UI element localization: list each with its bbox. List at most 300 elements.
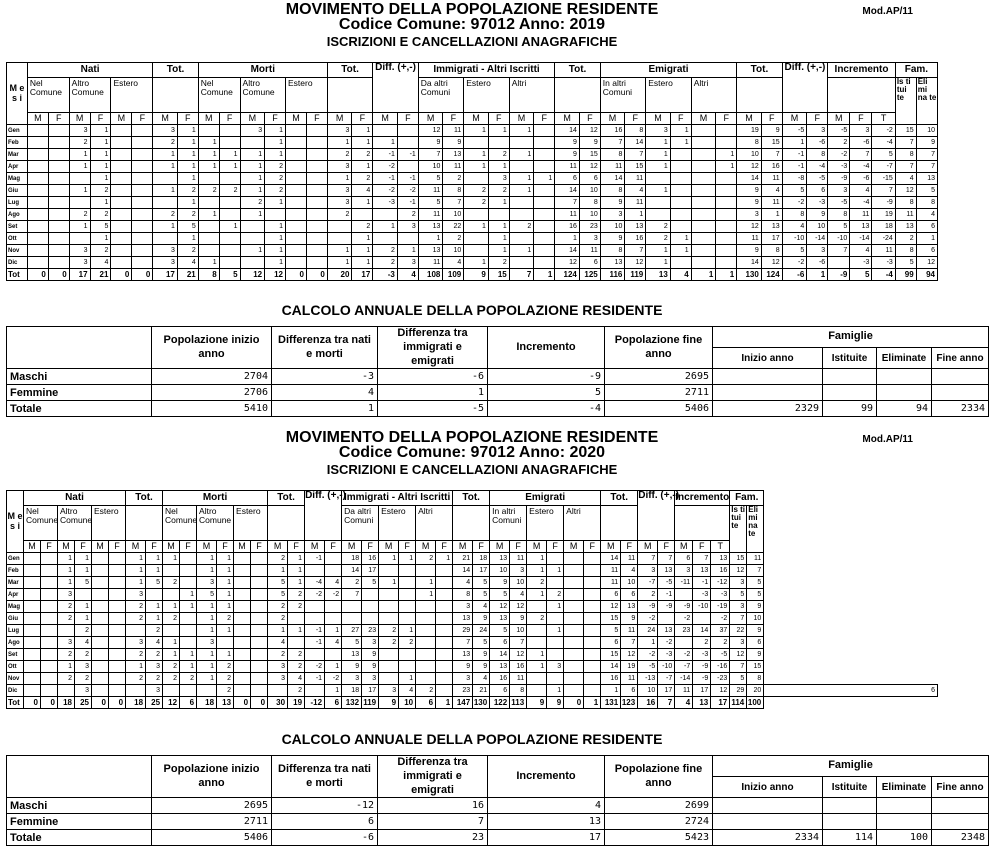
header-emigrati: Emigrati <box>600 63 736 78</box>
mf-label: F <box>180 541 197 553</box>
table-cell <box>146 589 163 601</box>
table-cell <box>24 589 41 601</box>
table-cell: 4 <box>670 269 691 281</box>
table-cell <box>92 589 109 601</box>
table-cell: 1 <box>352 197 373 209</box>
table-cell: 0 <box>564 697 584 709</box>
table-cell: 1 <box>240 149 265 161</box>
table-cell <box>180 625 197 637</box>
table-cell: 1 <box>625 209 646 221</box>
table-cell <box>109 649 126 661</box>
table-cell: 9 <box>747 625 764 637</box>
table-cell: 2 <box>288 685 305 697</box>
month-label: Mag <box>7 173 28 185</box>
table-cell: 10 <box>399 697 416 709</box>
table-cell: 1 <box>527 565 547 577</box>
table-cell <box>219 257 240 269</box>
table-cell <box>132 173 153 185</box>
calc-header-famiglie: Famiglie <box>713 327 989 348</box>
table-cell: 6 <box>916 221 937 233</box>
table-cell <box>362 601 379 613</box>
table-cell: -13 <box>638 673 658 685</box>
mf-label: M <box>601 541 621 553</box>
calc-row-label: Femmine <box>7 814 152 830</box>
table-cell: 17 <box>761 233 782 245</box>
table-cell: 1 <box>180 601 197 613</box>
subheader-in-altri: In altri Comuni <box>490 506 527 541</box>
table-cell <box>24 637 41 649</box>
table-cell: 1 <box>69 221 90 233</box>
table-cell <box>305 613 325 625</box>
table-cell: 4 <box>675 697 693 709</box>
table-cell <box>534 233 555 245</box>
table-cell: 5 <box>418 173 443 185</box>
table-cell <box>691 245 716 257</box>
table-cell: 14 <box>601 661 621 673</box>
subheader-estero: Estero <box>92 506 126 541</box>
table-cell <box>416 637 436 649</box>
table-cell: 6 <box>490 685 510 697</box>
table-cell: 1 <box>527 661 547 673</box>
table-cell <box>48 245 69 257</box>
table-cell: 15 <box>579 149 600 161</box>
table-cell <box>109 661 126 673</box>
table-cell: 0 <box>92 697 109 709</box>
mf-label: F <box>693 541 711 553</box>
table-cell <box>27 137 48 149</box>
table-cell <box>327 221 352 233</box>
table-cell <box>564 613 584 625</box>
month-label: Mar <box>7 577 24 589</box>
table-cell: 3 <box>342 673 362 685</box>
table-cell: 1 <box>180 649 197 661</box>
table-cell: -3 <box>850 257 872 269</box>
table-cell: 2 <box>58 673 75 685</box>
table-cell <box>436 625 453 637</box>
table-cell <box>163 589 180 601</box>
table-cell <box>234 649 251 661</box>
calc-value: 2724 <box>605 814 713 830</box>
calc-value: 2706 <box>152 385 272 401</box>
table-cell: -2 <box>675 649 693 661</box>
table-row <box>7 233 938 245</box>
table-cell <box>251 577 268 589</box>
table-cell: 1 <box>265 233 286 245</box>
subheader-estero-e: Estero <box>646 78 691 113</box>
table-cell <box>132 161 153 173</box>
table-cell: 23 <box>362 625 379 637</box>
calc-value: 13 <box>488 814 605 830</box>
table-cell: 132 <box>342 697 362 709</box>
table-cell <box>24 685 41 697</box>
table-cell: -2 <box>828 149 850 161</box>
table-cell: 1 <box>219 161 240 173</box>
table-cell: 130 <box>737 269 762 281</box>
table-cell: 1 <box>325 685 342 697</box>
table-cell: -19 <box>711 601 730 613</box>
table-cell <box>48 209 69 221</box>
table-cell <box>691 221 716 233</box>
table-cell: 4 <box>473 601 490 613</box>
table-cell <box>132 137 153 149</box>
table-cell: 21 <box>177 269 198 281</box>
table-cell: 5 <box>490 589 510 601</box>
header-tot-morti: Tot. <box>268 491 305 506</box>
table-cell: 2 <box>373 257 398 269</box>
table-cell: 14 <box>453 565 473 577</box>
table-cell: 4 <box>850 245 872 257</box>
month-label: Lug <box>7 197 28 209</box>
header-tot-morti: Tot. <box>327 63 372 78</box>
table-cell: 2 <box>217 613 234 625</box>
table-cell: 3 <box>488 173 509 185</box>
table-cell: 9 <box>807 209 828 221</box>
mf-label: M <box>737 113 762 125</box>
table-cell: 9 <box>510 613 527 625</box>
table-cell <box>286 137 307 149</box>
table-cell: 0 <box>111 269 132 281</box>
calc-row-maschi <box>7 369 989 385</box>
mf-label: F <box>534 113 555 125</box>
table-cell: 1 <box>265 137 286 149</box>
table-cell <box>286 209 307 221</box>
table-cell: 1 <box>638 637 658 649</box>
table-cell: 2 <box>488 257 509 269</box>
table-cell: -6 <box>782 269 807 281</box>
table-cell: -5 <box>658 577 675 589</box>
table-cell: 1 <box>670 137 691 149</box>
subheader-da-altri: Da altri Comuni <box>418 78 463 113</box>
calc-header-fam-fine: Fine anno <box>932 777 989 798</box>
table-cell <box>509 197 534 209</box>
table-cell: 1 <box>379 553 399 565</box>
table-cell: 3 <box>807 125 828 137</box>
calc-empty <box>877 798 932 814</box>
table-cell: 10 <box>490 565 510 577</box>
table-cell: 11 <box>555 209 580 221</box>
table-cell <box>305 565 325 577</box>
table-cell <box>670 161 691 173</box>
table-cell: 1 <box>219 221 240 233</box>
table-cell: 1 <box>547 625 564 637</box>
table-cell: 5 <box>177 221 198 233</box>
month-label: Set <box>7 221 28 233</box>
table-cell: 11 <box>621 673 638 685</box>
table-cell: 1 <box>177 137 198 149</box>
mf-label: F <box>510 541 527 553</box>
table-cell: 122 <box>490 697 510 709</box>
mf-label: M <box>163 541 180 553</box>
table-cell: 1 <box>288 577 305 589</box>
table-cell: 17 <box>693 685 711 697</box>
table-cell <box>41 589 58 601</box>
mf-label: M <box>600 113 625 125</box>
table-cell <box>109 601 126 613</box>
table-cell: -2 <box>872 125 895 137</box>
table-cell: 1 <box>198 137 219 149</box>
table-cell <box>265 209 286 221</box>
table-cell: 1 <box>197 601 217 613</box>
table-cell: 8 <box>453 589 473 601</box>
table-cell: 2 <box>488 149 509 161</box>
table-cell: 1 <box>197 649 217 661</box>
table-cell: 1 <box>90 173 111 185</box>
table-cell <box>27 185 48 197</box>
table-cell <box>109 673 126 685</box>
table-cell <box>306 209 327 221</box>
table-cell: 1 <box>146 553 163 565</box>
table-cell <box>373 125 398 137</box>
table-cell: 17 <box>69 269 90 281</box>
table-row <box>7 221 938 233</box>
mf-label: M <box>305 541 325 553</box>
header-immigrati: Immigrati - Altri Iscritti <box>418 63 555 78</box>
subheader-estero-i: Estero <box>379 506 416 541</box>
table-cell <box>564 637 584 649</box>
table-cell: 1 <box>240 185 265 197</box>
calc-famiglie-value: 99 <box>823 401 877 417</box>
calc-row-label: Maschi <box>7 369 152 385</box>
table-cell: 1 <box>217 565 234 577</box>
table-cell: 1 <box>198 161 219 173</box>
table-cell: 5 <box>747 589 764 601</box>
table-cell: 2 <box>75 649 92 661</box>
calc-title: CALCOLO ANNUALE DELLA POPOLAZIONE RESIDENTE <box>281 731 663 747</box>
table-cell: 21 <box>90 269 111 281</box>
table-cell: 10 <box>747 613 764 625</box>
table-cell: 18 <box>342 685 362 697</box>
table-cell: 16 <box>601 673 621 685</box>
table-cell <box>251 613 268 625</box>
table-cell: -6 <box>850 137 872 149</box>
table-cell: 2 <box>828 137 850 149</box>
report-subtitle: Codice Comune: 97012 Anno: 2020 <box>338 444 606 461</box>
table-cell <box>24 601 41 613</box>
table-cell <box>325 649 342 661</box>
calc-header-fam-eliminate: Eliminate <box>877 777 932 798</box>
table-cell: 8 <box>600 185 625 197</box>
header-tot-emigrati: Tot. <box>737 63 782 78</box>
table-cell: 2 <box>268 649 288 661</box>
table-cell <box>180 637 197 649</box>
table-cell: 5 <box>850 269 872 281</box>
table-cell: 11 <box>555 161 580 173</box>
table-cell: 1 <box>373 137 398 149</box>
table-cell: -11 <box>675 577 693 589</box>
calc-row-femmine <box>7 385 989 401</box>
table-cell: 20 <box>747 685 764 697</box>
table-cell <box>670 185 691 197</box>
table-cell: 9 <box>473 661 490 673</box>
table-cell: 5 <box>872 149 895 161</box>
table-cell: 12 <box>737 161 762 173</box>
table-cell: 9 <box>453 661 473 673</box>
table-cell: 2 <box>646 233 671 245</box>
table-cell: 1 <box>547 685 564 697</box>
table-cell: 1 <box>153 221 178 233</box>
calc-row-totale <box>7 401 989 417</box>
table-row <box>7 553 938 565</box>
table-cell <box>132 245 153 257</box>
table-cell: 1 <box>761 209 782 221</box>
table-cell <box>306 197 327 209</box>
table-cell <box>416 661 436 673</box>
table-cell: 5 <box>473 637 490 649</box>
table-cell: 5 <box>90 221 111 233</box>
table-cell: 18 <box>342 553 362 565</box>
subheader-estero-i: Estero <box>464 78 509 113</box>
table-cell: 2 <box>69 209 90 221</box>
calc-empty <box>823 814 877 830</box>
table-cell <box>547 649 564 661</box>
header-tot-emigrati: Tot. <box>601 491 638 506</box>
table-cell: 1 <box>217 649 234 661</box>
table-cell: 3 <box>268 661 288 673</box>
table-cell: 6 <box>579 173 600 185</box>
table-cell <box>219 233 240 245</box>
table-cell: -2 <box>638 613 658 625</box>
table-cell: 5 <box>895 257 916 269</box>
table-cell <box>327 233 352 245</box>
mf-label: F <box>288 541 305 553</box>
mf-label: M <box>828 113 850 125</box>
table-cell <box>92 673 109 685</box>
table-cell: 12 <box>163 697 180 709</box>
calc-value: 2711 <box>605 385 713 401</box>
table-cell: 6 <box>764 685 938 697</box>
table-cell: 1 <box>509 185 534 197</box>
table-cell: 1 <box>436 553 453 565</box>
table-cell: 19 <box>872 209 895 221</box>
table-cell: 13 <box>490 553 510 565</box>
table-cell: 1 <box>373 221 398 233</box>
table-cell <box>509 161 534 173</box>
table-cell: 1 <box>217 577 234 589</box>
table-cell: 1 <box>327 137 352 149</box>
table-cell <box>251 553 268 565</box>
table-cell: 16 <box>625 233 646 245</box>
table-cell: 3 <box>327 197 352 209</box>
table-cell: 2 <box>265 173 286 185</box>
table-cell <box>547 613 564 625</box>
table-cell <box>286 245 307 257</box>
calc-row-label: Maschi <box>7 798 152 814</box>
table-cell: 7 <box>916 161 937 173</box>
table-cell <box>126 625 146 637</box>
table-cell: 3 <box>153 257 178 269</box>
table-cell <box>464 137 489 149</box>
table-cell: 2 <box>443 173 464 185</box>
table-cell: 12 <box>601 601 621 613</box>
mf-label: F <box>625 113 646 125</box>
table-cell <box>416 625 436 637</box>
table-cell: -4 <box>807 161 828 173</box>
table-cell <box>234 637 251 649</box>
table-cell: 1 <box>180 589 197 601</box>
table-cell: 1 <box>646 257 671 269</box>
table-cell: 7 <box>850 149 872 161</box>
table-cell: 1 <box>219 149 240 161</box>
table-cell <box>306 221 327 233</box>
table-cell <box>48 221 69 233</box>
table-cell: 2 <box>288 601 305 613</box>
table-cell: 0 <box>109 697 126 709</box>
table-cell <box>342 613 362 625</box>
table-cell: 2 <box>163 661 180 673</box>
table-cell <box>416 565 436 577</box>
table-cell: 10 <box>443 209 464 221</box>
calc-famiglie-value: 2334 <box>932 401 989 417</box>
subheader-in-altri: In altri Comuni <box>600 78 645 113</box>
table-cell <box>379 613 399 625</box>
table-cell: 3 <box>730 601 747 613</box>
table-cell <box>111 125 132 137</box>
table-cell <box>416 649 436 661</box>
table-cell <box>691 197 716 209</box>
table-cell <box>416 601 436 613</box>
total-row <box>7 697 938 709</box>
table-cell: -2 <box>711 613 730 625</box>
table-cell: 1 <box>509 149 534 161</box>
mf-label: F <box>716 113 737 125</box>
table-cell: 1 <box>197 553 217 565</box>
table-cell: 4 <box>399 685 416 697</box>
mf-label: M <box>418 113 443 125</box>
mf-label: F <box>219 113 240 125</box>
table-cell: 2 <box>163 673 180 685</box>
table-cell <box>286 197 307 209</box>
table-row <box>7 565 938 577</box>
table-cell: -9 <box>693 661 711 673</box>
table-cell <box>126 685 146 697</box>
table-cell <box>286 125 307 137</box>
subheader-istituite: Is ti tui te <box>730 506 747 553</box>
calc-value: 2695 <box>152 798 272 814</box>
calc-famiglie-value: 100 <box>877 830 932 846</box>
table-cell: 7 <box>895 161 916 173</box>
table-cell: 1 <box>379 577 399 589</box>
table-cell <box>132 149 153 161</box>
subheader-estero-e: Estero <box>527 506 564 541</box>
table-cell <box>286 257 307 269</box>
table-cell: 9 <box>547 697 564 709</box>
table-cell: 3 <box>579 233 600 245</box>
table-cell: -14 <box>850 233 872 245</box>
calc-header-diff_nati_morti: Differenza tra nati e morti <box>272 327 378 369</box>
table-cell <box>217 637 234 649</box>
movement-table <box>6 62 938 281</box>
table-cell <box>251 661 268 673</box>
table-cell: 8 <box>737 137 762 149</box>
subheader-eliminate: Eli mi na te <box>916 78 937 125</box>
table-cell: 17 <box>658 685 675 697</box>
table-cell: 1 <box>547 565 564 577</box>
table-cell <box>111 221 132 233</box>
table-cell: -3 <box>828 161 850 173</box>
table-cell: 4 <box>916 209 937 221</box>
table-cell <box>584 637 601 649</box>
table-cell <box>564 553 584 565</box>
table-cell: 17 <box>362 565 379 577</box>
table-cell: 3 <box>397 221 418 233</box>
table-cell: 16 <box>600 125 625 137</box>
calc-header-fam-eliminate: Eliminate <box>877 348 932 369</box>
table-cell: 3 <box>675 565 693 577</box>
table-cell: -4 <box>872 137 895 149</box>
table-row <box>7 245 938 257</box>
table-cell: 1 <box>325 625 342 637</box>
table-cell: 131 <box>601 697 621 709</box>
